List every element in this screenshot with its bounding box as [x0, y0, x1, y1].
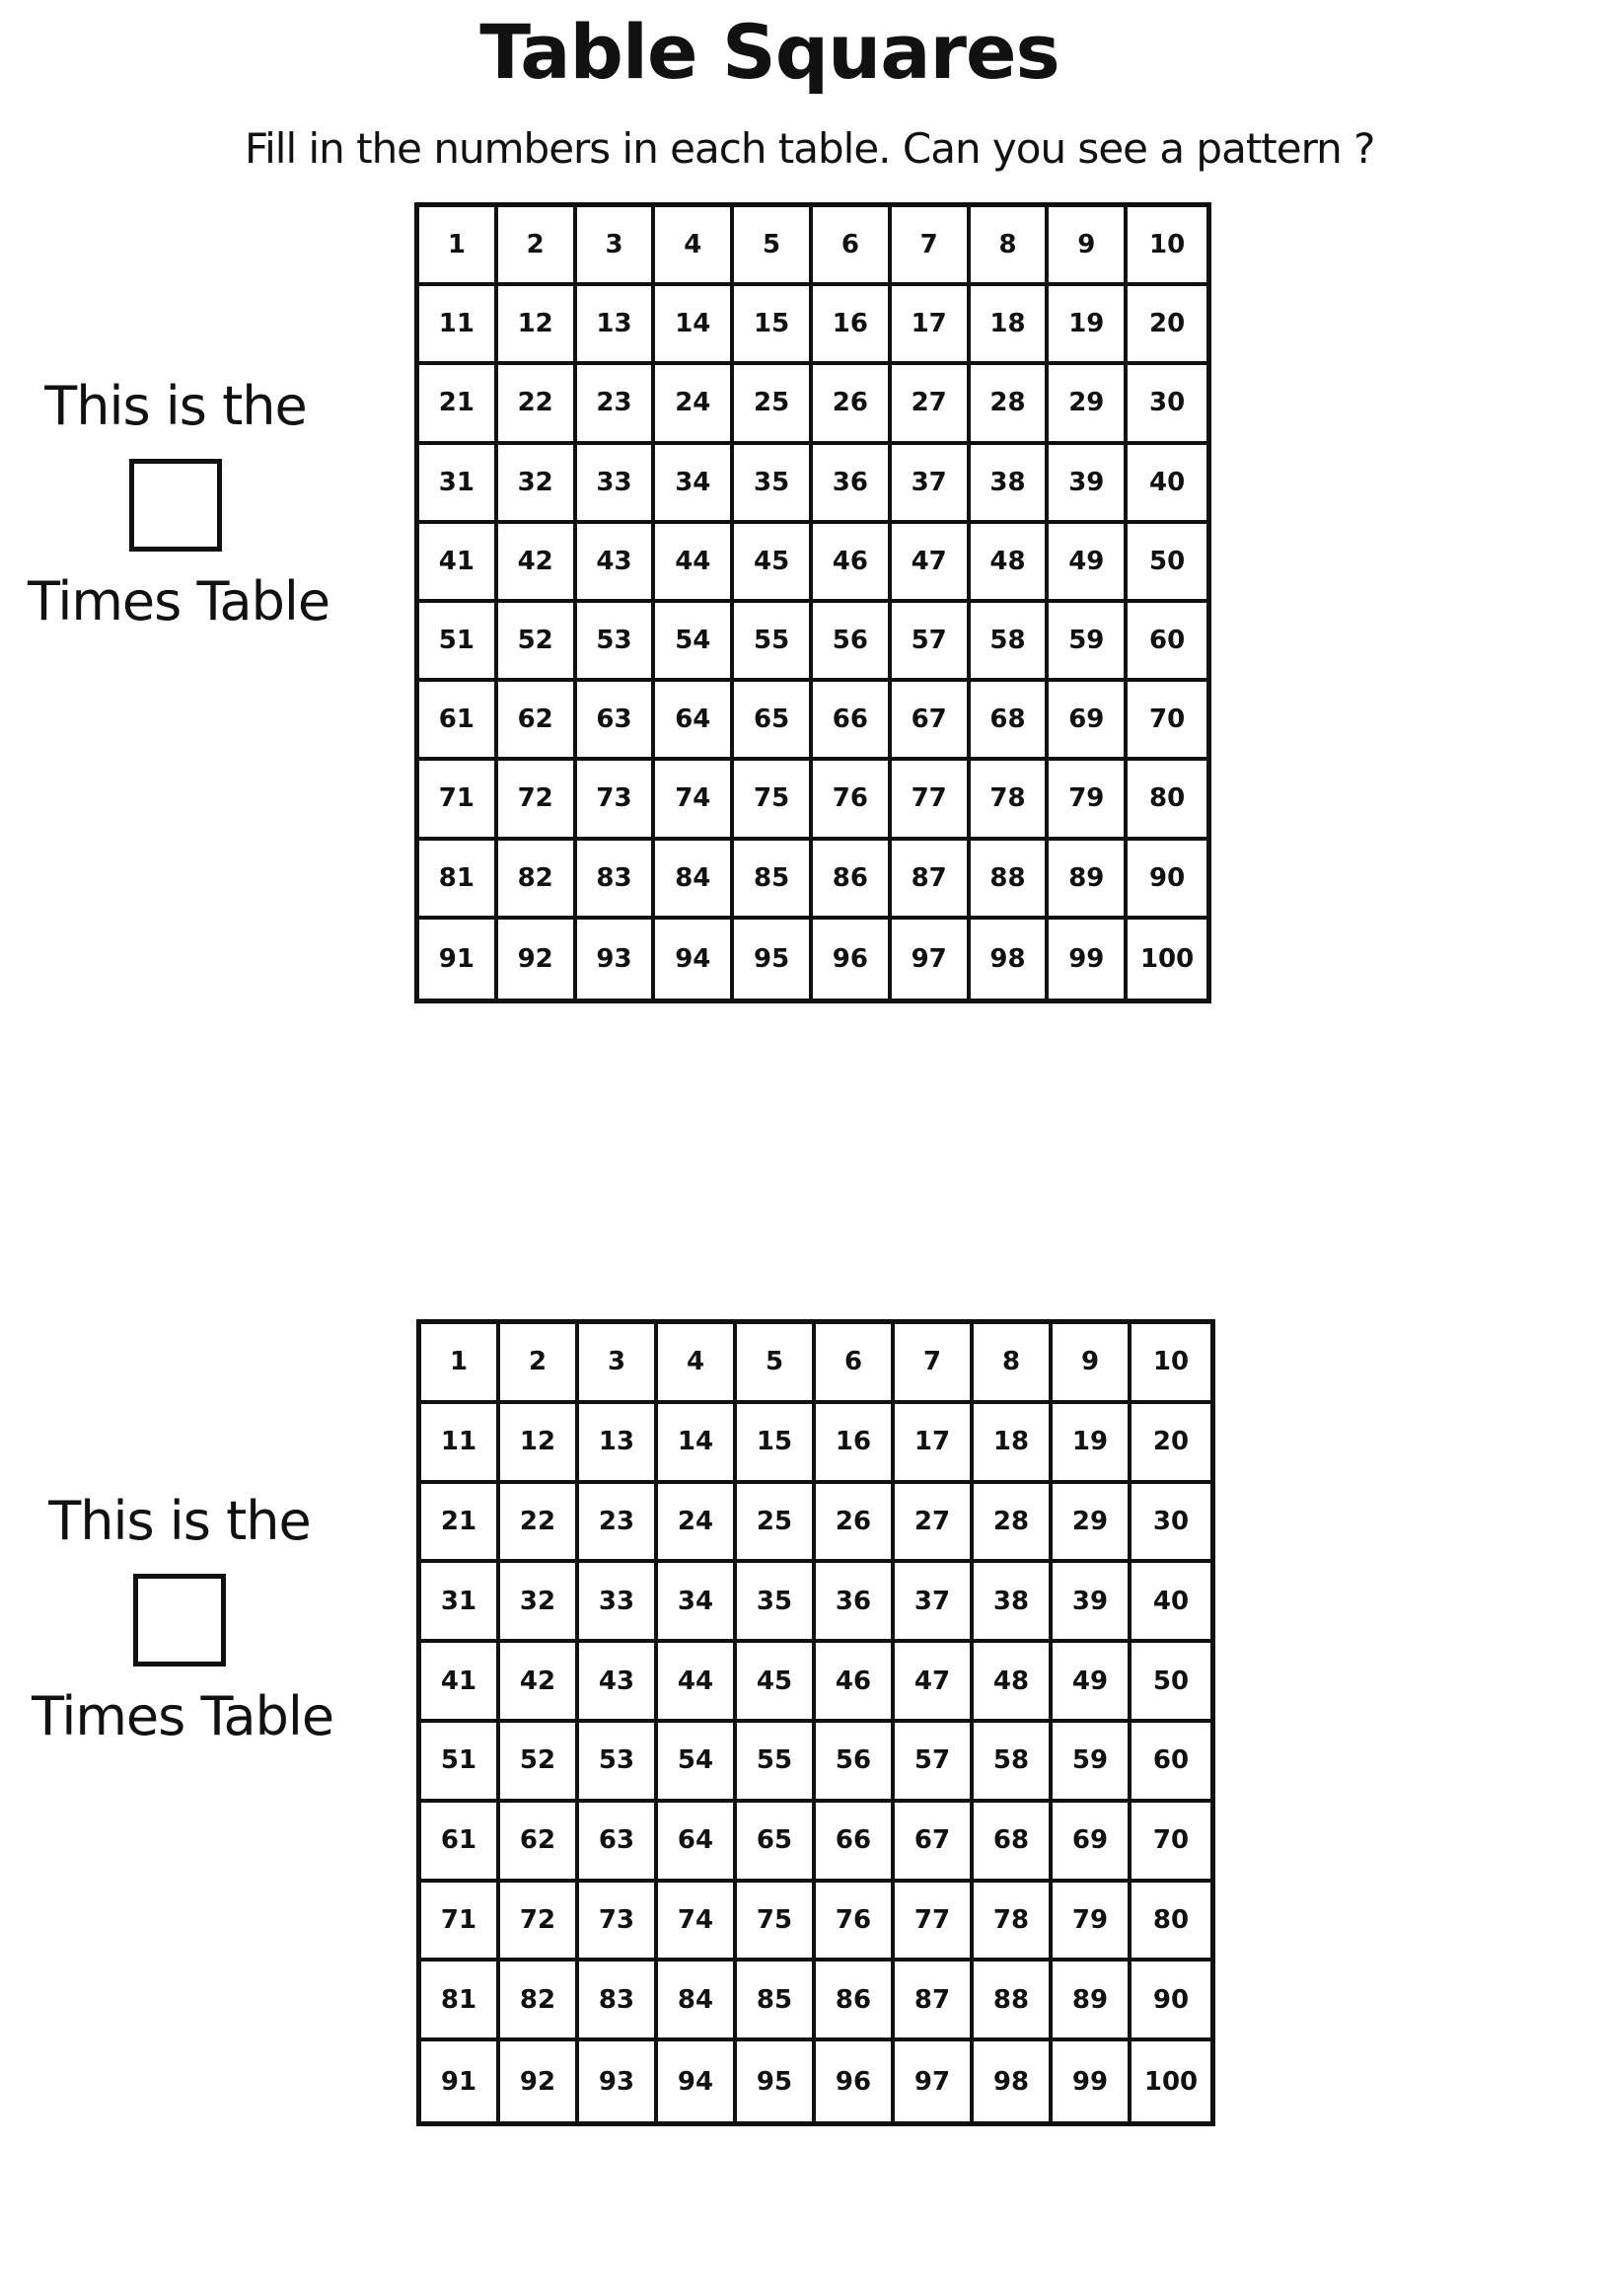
- instructions: Fill in the numbers in each table. Can you see a pattern ?: [245, 124, 1375, 173]
- grid-cell: 88: [974, 1962, 1053, 2041]
- grid-cell: 92: [498, 920, 577, 999]
- times-table-number-box[interactable]: [129, 459, 222, 552]
- grid-cell: 21: [421, 1484, 500, 1564]
- grid-cell: 30: [1128, 365, 1206, 444]
- grid-cell: 25: [734, 365, 813, 444]
- grid-cell: 43: [577, 524, 656, 603]
- grid-cell: 72: [498, 761, 577, 840]
- grid-cell: 85: [734, 841, 813, 920]
- grid-cell: 100: [1128, 920, 1206, 999]
- grid-cell: 75: [734, 761, 813, 840]
- grid-cell: 88: [971, 841, 1050, 920]
- grid-cell: 93: [579, 2041, 658, 2121]
- grid-cell: 99: [1049, 920, 1128, 999]
- grid-cell: 36: [813, 445, 892, 524]
- grid-cell: 26: [813, 365, 892, 444]
- grid-cell: 73: [579, 1883, 658, 1963]
- grid-cell: 28: [974, 1484, 1053, 1564]
- grid-cell: 43: [579, 1643, 658, 1723]
- grid-cell: 27: [895, 1484, 974, 1564]
- grid-cell: 11: [419, 286, 498, 365]
- grid-cell: 60: [1132, 1723, 1210, 1803]
- grid-cell: 97: [892, 920, 971, 999]
- grid-cell: 68: [974, 1803, 1053, 1883]
- grid-cell: 58: [974, 1723, 1053, 1803]
- label-line-times-table: Times Table: [32, 1685, 334, 1747]
- grid-cell: 63: [579, 1803, 658, 1883]
- grid-cell: 13: [577, 286, 656, 365]
- grid-cell: 5: [734, 207, 813, 286]
- times-table-number-box[interactable]: [133, 1574, 226, 1666]
- grid-cell: 62: [500, 1803, 579, 1883]
- grid-cell: 16: [816, 1404, 895, 1484]
- grid-cell: 76: [816, 1883, 895, 1963]
- grid-cell: 22: [498, 365, 577, 444]
- grid-cell: 21: [419, 365, 498, 444]
- grid-cell: 62: [498, 682, 577, 761]
- grid-cell: 86: [813, 841, 892, 920]
- grid-cell: 35: [737, 1563, 816, 1643]
- grid-cell: 29: [1049, 365, 1128, 444]
- grid-cell: 98: [974, 2041, 1053, 2121]
- grid-cell: 34: [655, 445, 734, 524]
- grid-cell: 48: [974, 1643, 1053, 1723]
- grid-cell: 31: [419, 445, 498, 524]
- grid-cell: 72: [500, 1883, 579, 1963]
- grid-cell: 9: [1053, 1324, 1132, 1404]
- grid-cell: 77: [892, 761, 971, 840]
- grid-cell: 30: [1132, 1484, 1210, 1564]
- grid-cell: 50: [1132, 1643, 1210, 1723]
- grid-cell: 80: [1132, 1883, 1210, 1963]
- grid-cell: 96: [813, 920, 892, 999]
- grid-cell: 74: [658, 1883, 737, 1963]
- grid-cell: 51: [419, 603, 498, 682]
- grid-cell: 4: [655, 207, 734, 286]
- grid-cell: 81: [419, 841, 498, 920]
- grid-cell: 3: [577, 207, 656, 286]
- grid-cell: 47: [892, 524, 971, 603]
- grid-cell: 3: [579, 1324, 658, 1404]
- grid-cell: 36: [816, 1563, 895, 1643]
- grid-cell: 19: [1049, 286, 1128, 365]
- grid-cell: 63: [577, 682, 656, 761]
- grid-cell: 42: [498, 524, 577, 603]
- grid-cell: 70: [1132, 1803, 1210, 1883]
- grid-cell: 48: [971, 524, 1050, 603]
- grid-cell: 39: [1053, 1563, 1132, 1643]
- grid-cell: 83: [577, 841, 656, 920]
- hundred-square-2: [416, 1319, 1215, 2126]
- grid-cell: 6: [816, 1324, 895, 1404]
- grid-cell: 39: [1049, 445, 1128, 524]
- grid-cell: 8: [971, 207, 1050, 286]
- grid-cell: 41: [421, 1643, 500, 1723]
- grid-cell: 95: [734, 920, 813, 999]
- grid-cell: 83: [579, 1962, 658, 2041]
- grid-cell: 2: [498, 207, 577, 286]
- grid-cell: 34: [658, 1563, 737, 1643]
- grid-cell: 8: [974, 1324, 1053, 1404]
- grid-cell: 9: [1049, 207, 1128, 286]
- grid-cell: 23: [577, 365, 656, 444]
- grid-cell: 44: [658, 1643, 737, 1723]
- grid-cell: 40: [1132, 1563, 1210, 1643]
- grid-cell: 10: [1132, 1324, 1210, 1404]
- grid-cell: 6: [813, 207, 892, 286]
- grid-cell: 69: [1049, 682, 1128, 761]
- grid-cell: 46: [816, 1643, 895, 1723]
- grid-cell: 23: [579, 1484, 658, 1564]
- grid-cell: 17: [892, 286, 971, 365]
- grid-cell: 18: [974, 1404, 1053, 1484]
- grid-cell: 87: [892, 841, 971, 920]
- grid-cell: 81: [421, 1962, 500, 2041]
- grid-cell: 41: [419, 524, 498, 603]
- grid-cell: 45: [734, 524, 813, 603]
- grid-cell: 59: [1053, 1723, 1132, 1803]
- grid-cell: 89: [1053, 1962, 1132, 2041]
- grid-cell: 55: [737, 1723, 816, 1803]
- grid-cell: 28: [971, 365, 1050, 444]
- grid-cell: 98: [971, 920, 1050, 999]
- grid-cell: 94: [655, 920, 734, 999]
- grid-cell: 32: [500, 1563, 579, 1643]
- grid-cell: 90: [1128, 841, 1206, 920]
- grid-cell: 65: [734, 682, 813, 761]
- grid-cell: 31: [421, 1563, 500, 1643]
- grid-cell: 78: [971, 761, 1050, 840]
- grid-cell: 46: [813, 524, 892, 603]
- grid-cell: 22: [500, 1484, 579, 1564]
- grid-cell: 68: [971, 682, 1050, 761]
- grid-cell: 4: [658, 1324, 737, 1404]
- grid-cell: 53: [577, 603, 656, 682]
- grid-cell: 60: [1128, 603, 1206, 682]
- grid-cell: 40: [1128, 445, 1206, 524]
- grid-cell: 16: [813, 286, 892, 365]
- grid-cell: 24: [655, 365, 734, 444]
- grid-cell: 1: [419, 207, 498, 286]
- grid-cell: 20: [1128, 286, 1206, 365]
- grid-cell: 56: [813, 603, 892, 682]
- grid-cell: 92: [500, 2041, 579, 2121]
- grid-cell: 64: [658, 1803, 737, 1883]
- grid-cell: 79: [1053, 1883, 1132, 1963]
- grid-cell: 61: [419, 682, 498, 761]
- grid-cell: 70: [1128, 682, 1206, 761]
- grid-cell: 33: [579, 1563, 658, 1643]
- grid-cell: 29: [1053, 1484, 1132, 1564]
- grid-cell: 2: [500, 1324, 579, 1404]
- grid-cell: 13: [579, 1404, 658, 1484]
- grid-cell: 35: [734, 445, 813, 524]
- grid-cell: 59: [1049, 603, 1128, 682]
- grid-cell: 87: [895, 1962, 974, 2041]
- grid-cell: 89: [1049, 841, 1128, 920]
- grid-cell: 27: [892, 365, 971, 444]
- grid-cell: 7: [895, 1324, 974, 1404]
- grid-cell: 71: [421, 1883, 500, 1963]
- grid-cell: 49: [1049, 524, 1128, 603]
- grid-cell: 93: [577, 920, 656, 999]
- grid-cell: 100: [1132, 2041, 1210, 2121]
- grid-cell: 54: [655, 603, 734, 682]
- label-line-times-table: Times Table: [28, 570, 330, 632]
- grid-cell: 14: [658, 1404, 737, 1484]
- grid-cell: 90: [1132, 1962, 1210, 2041]
- grid-cell: 44: [655, 524, 734, 603]
- grid-cell: 26: [816, 1484, 895, 1564]
- grid-cell: 74: [655, 761, 734, 840]
- grid-cell: 19: [1053, 1404, 1132, 1484]
- grid-cell: 65: [737, 1803, 816, 1883]
- grid-cell: 76: [813, 761, 892, 840]
- grid-cell: 58: [971, 603, 1050, 682]
- grid-cell: 56: [816, 1723, 895, 1803]
- grid-cell: 38: [974, 1563, 1053, 1643]
- grid-cell: 38: [971, 445, 1050, 524]
- grid-cell: 86: [816, 1962, 895, 2041]
- grid-cell: 5: [737, 1324, 816, 1404]
- grid-cell: 84: [658, 1962, 737, 2041]
- grid-cell: 51: [421, 1723, 500, 1803]
- grid-cell: 75: [737, 1883, 816, 1963]
- grid-cell: 73: [577, 761, 656, 840]
- grid-cell: 54: [658, 1723, 737, 1803]
- grid-cell: 80: [1128, 761, 1206, 840]
- grid-cell: 52: [500, 1723, 579, 1803]
- grid-cell: 91: [421, 2041, 500, 2121]
- grid-cell: 61: [421, 1803, 500, 1883]
- grid-cell: 18: [971, 286, 1050, 365]
- grid-cell: 7: [892, 207, 971, 286]
- grid-cell: 78: [974, 1883, 1053, 1963]
- grid-cell: 57: [895, 1723, 974, 1803]
- grid-cell: 14: [655, 286, 734, 365]
- times-table-label-2: [32, 1490, 334, 1747]
- grid-cell: 82: [498, 841, 577, 920]
- grid-cell: 53: [579, 1723, 658, 1803]
- grid-cell: 10: [1128, 207, 1206, 286]
- grid-cell: 11: [421, 1404, 500, 1484]
- grid-cell: 97: [895, 2041, 974, 2121]
- grid-cell: 69: [1053, 1803, 1132, 1883]
- grid-cell: 25: [737, 1484, 816, 1564]
- page-title: Table Squares: [479, 8, 1059, 96]
- label-line-this-is-the: This is the: [48, 1490, 311, 1552]
- grid-cell: 95: [737, 2041, 816, 2121]
- grid-cell: 47: [895, 1643, 974, 1723]
- grid-cell: 67: [892, 682, 971, 761]
- grid-cell: 55: [734, 603, 813, 682]
- grid-cell: 17: [895, 1404, 974, 1484]
- grid-cell: 91: [419, 920, 498, 999]
- grid-cell: 12: [498, 286, 577, 365]
- grid-cell: 67: [895, 1803, 974, 1883]
- label-line-this-is-the: This is the: [44, 375, 307, 437]
- grid-cell: 45: [737, 1643, 816, 1723]
- grid-cell: 20: [1132, 1404, 1210, 1484]
- grid-cell: 66: [816, 1803, 895, 1883]
- grid-cell: 42: [500, 1643, 579, 1723]
- grid-cell: 32: [498, 445, 577, 524]
- grid-cell: 96: [816, 2041, 895, 2121]
- grid-cell: 15: [737, 1404, 816, 1484]
- grid-cell: 24: [658, 1484, 737, 1564]
- grid-cell: 71: [419, 761, 498, 840]
- grid-cell: 12: [500, 1404, 579, 1484]
- grid-cell: 77: [895, 1883, 974, 1963]
- grid-cell: 52: [498, 603, 577, 682]
- grid-cell: 37: [895, 1563, 974, 1643]
- grid-cell: 99: [1053, 2041, 1132, 2121]
- grid-cell: 66: [813, 682, 892, 761]
- grid-cell: 85: [737, 1962, 816, 2041]
- hundred-square-1: [414, 202, 1211, 1003]
- grid-cell: 1: [421, 1324, 500, 1404]
- times-table-label-1: [28, 375, 330, 632]
- grid-cell: 50: [1128, 524, 1206, 603]
- grid-cell: 37: [892, 445, 971, 524]
- grid-cell: 64: [655, 682, 734, 761]
- grid-cell: 79: [1049, 761, 1128, 840]
- grid-cell: 82: [500, 1962, 579, 2041]
- grid-cell: 33: [577, 445, 656, 524]
- grid-cell: 15: [734, 286, 813, 365]
- grid-cell: 94: [658, 2041, 737, 2121]
- grid-cell: 84: [655, 841, 734, 920]
- grid-cell: 49: [1053, 1643, 1132, 1723]
- grid-cell: 57: [892, 603, 971, 682]
